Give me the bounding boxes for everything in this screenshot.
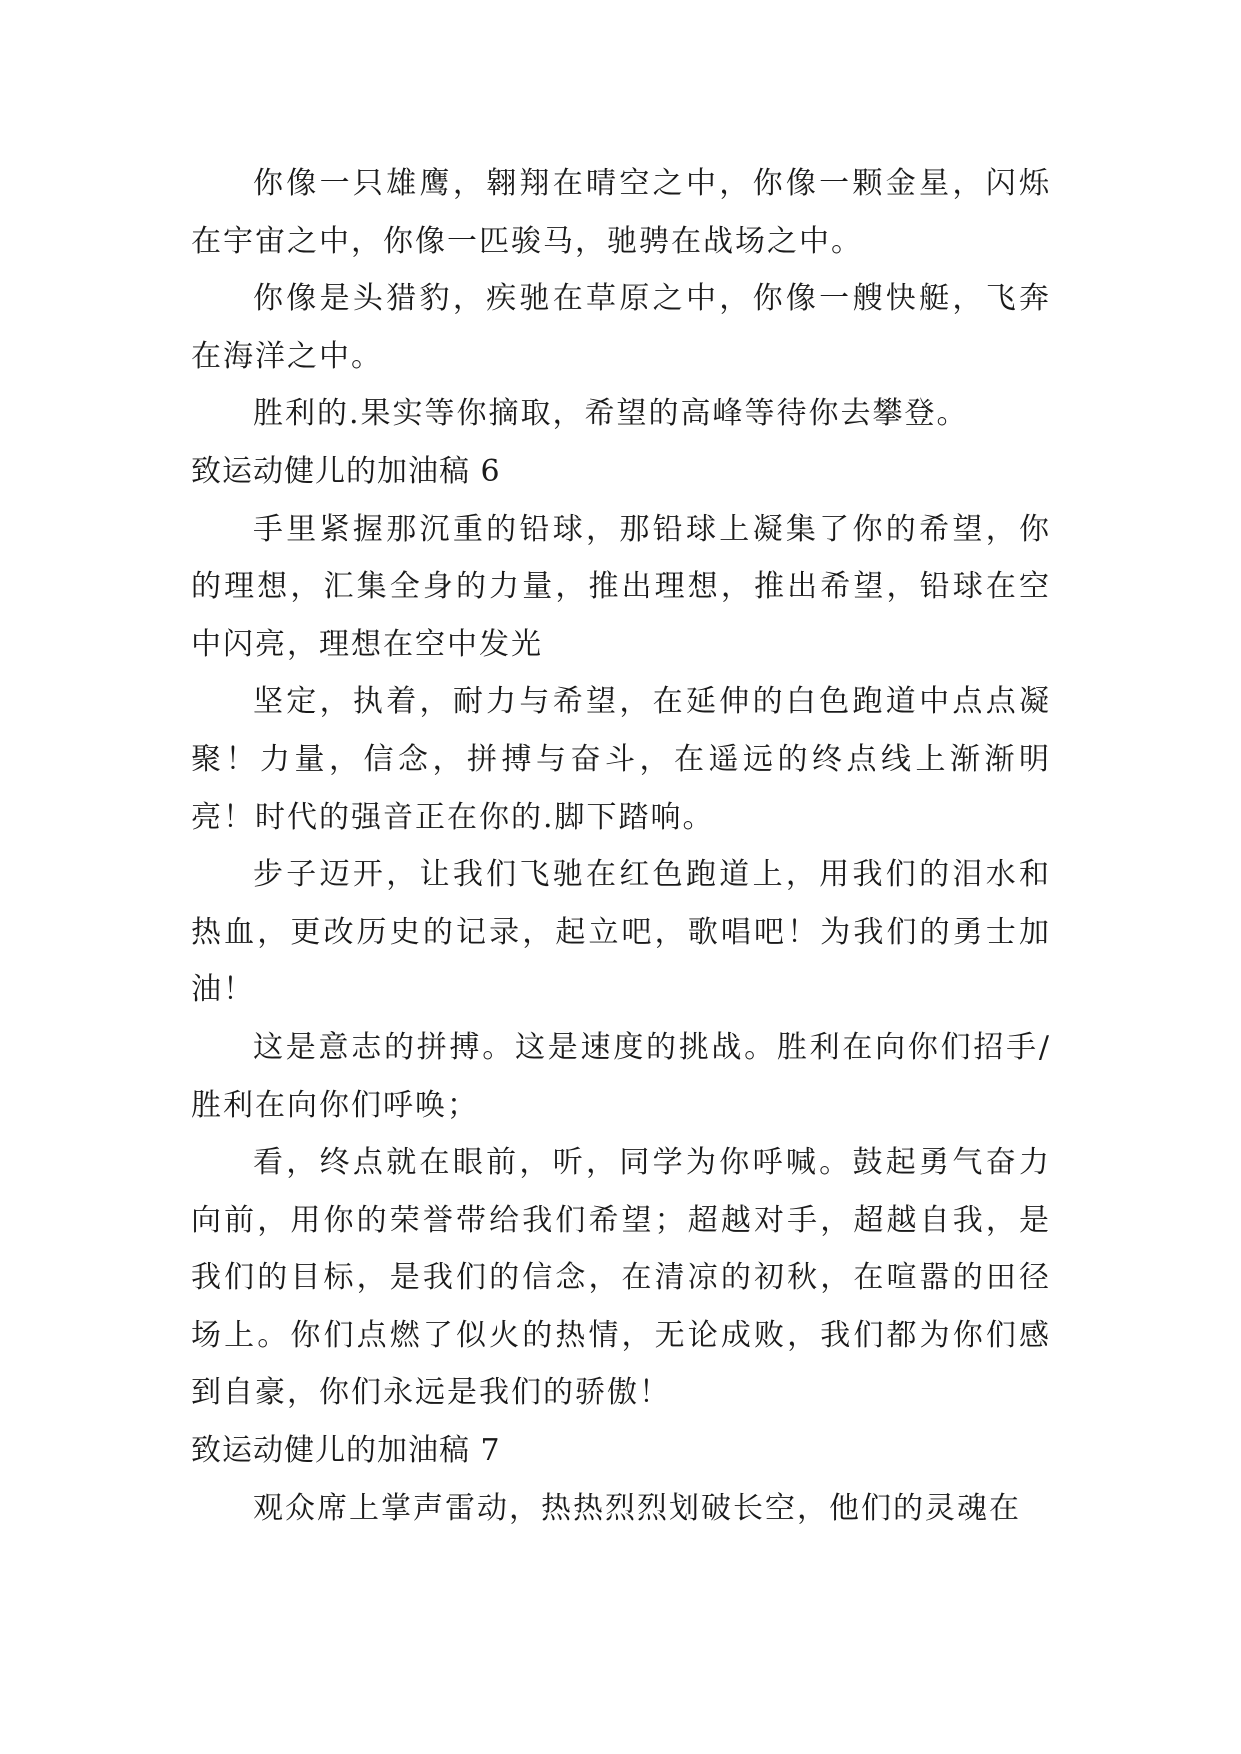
paragraph-will-speed: 这是意志的拼搏。这是速度的挑战。胜利在向你们招手/胜利在向你们呼唤； xyxy=(191,1029,1051,1123)
paragraph-finish-line: 看，终点就在眼前，听，同学为你呼喊。鼓起勇气奋力向前，用你的荣誉带给我们希望；超越对手，超越自我，是我们的目标，是我们的信念，在清凉的初秋，在喧嚣的田径场上。你们点燃了似火的热情，无论成败，我们都为你们感到自豪，你们永远是我们的骄傲！ xyxy=(191,1145,1051,1411)
paragraph-audience: 观众席上掌声雷动，热热烈烈划破长空，他们的灵魂在 xyxy=(253,1490,1021,1526)
paragraph-determination: 坚定，执着，耐力与希望，在延伸的白色跑道中点点凝聚！力量，信念，拼搏与奋斗，在遥远的终点线上渐渐明亮！时代的强音正在你的.脚下踏响。 xyxy=(191,684,1051,835)
paragraph-cheetah: 你像是头猎豹，疾驰在草原之中，你像一艘快艇，飞奔在海洋之中。 xyxy=(191,281,1051,374)
paragraph-shot-put: 手里紧握那沉重的铅球，那铅球上凝集了你的希望，你的理想，汇集全身的力量，推出理想，推出希望，铅球在空中闪亮，理想在空中发光 xyxy=(191,511,1051,662)
paragraph-red-track: 步子迈开，让我们飞驰在红色跑道上，用我们的泪水和热血，更改历史的记录，起立吧，歌唱吧！为我们的勇士加油！ xyxy=(191,857,1051,1008)
paragraph-victory: 胜利的.果实等你摘取，希望的高峰等待你去攀登。 xyxy=(253,396,969,432)
section-heading-6: 致运动健儿的加油稿 6 xyxy=(191,453,501,489)
section-heading-7: 致运动健儿的加油稿 7 xyxy=(191,1433,501,1469)
paragraph-eagle: 你像一只雄鹰，翱翔在晴空之中，你像一颗金星，闪烁在宇宙之中，你像一匹骏马，驰骋在战场之中。 xyxy=(191,166,1051,259)
document-body xyxy=(191,155,1051,1537)
